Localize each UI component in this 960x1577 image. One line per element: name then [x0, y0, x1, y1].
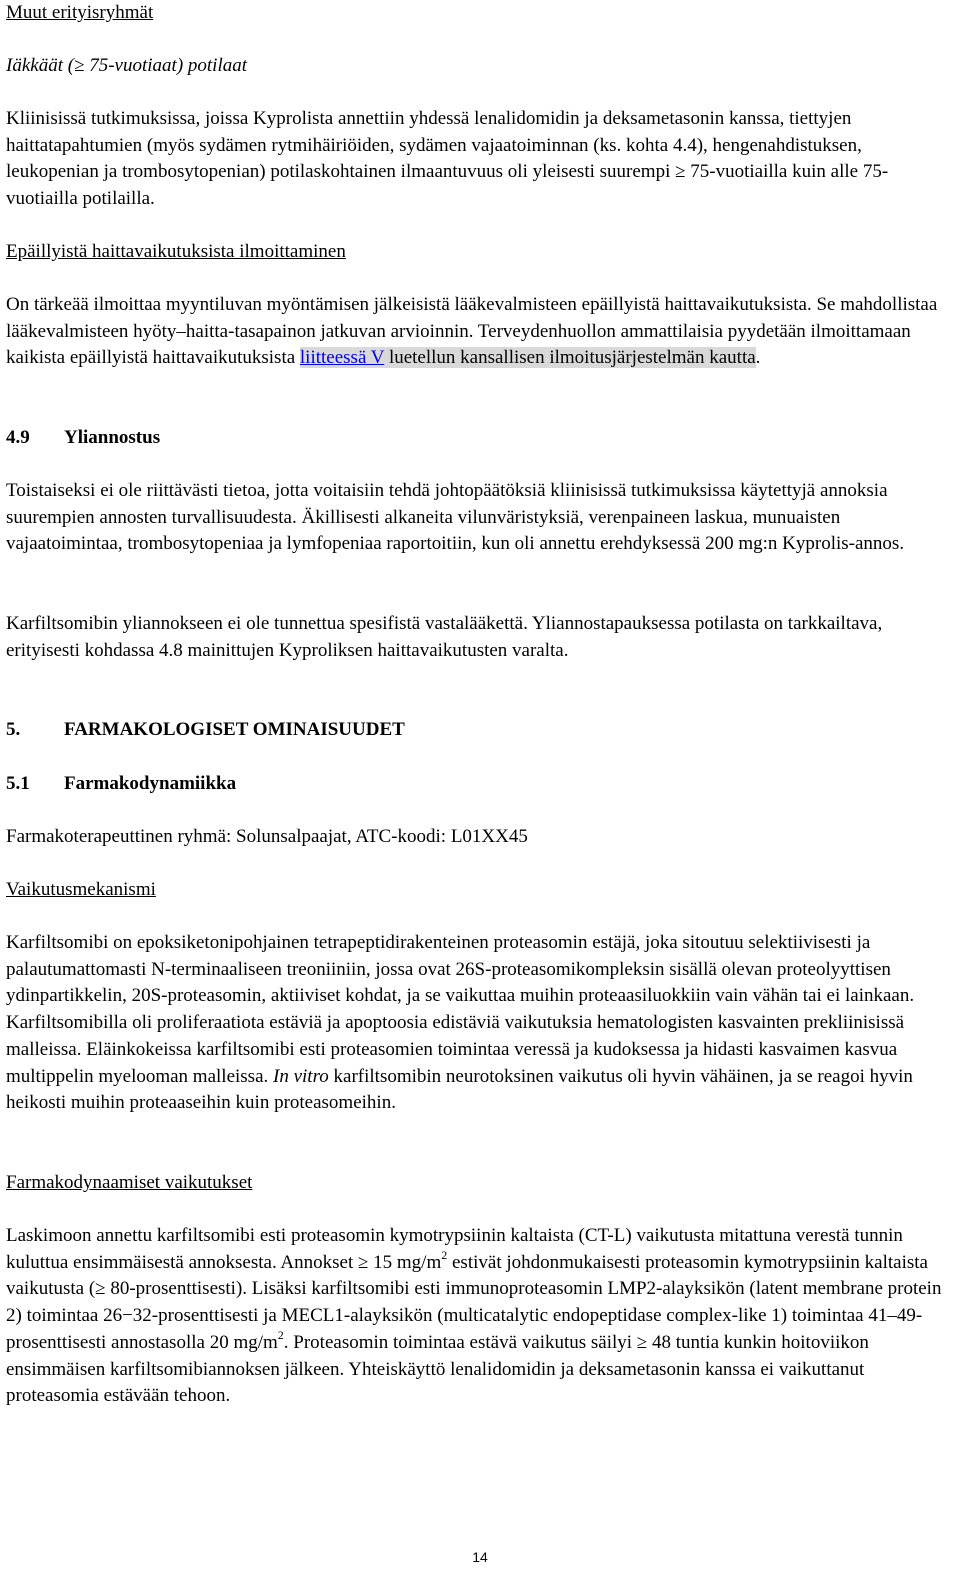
paragraph-pharmacotherapeutic-group: Farmakoterapeuttinen ryhmä: Solunsalpaajat, ATC-koodi: L01XX45: [6, 826, 528, 847]
page-number: 14: [472, 1549, 488, 1565]
pd-superscript-1: 2: [441, 1248, 448, 1263]
section-heading-other-groups: Muut erityisryhmät: [6, 2, 154, 23]
pd-text-3: . Proteasomin toimintaa estävä vaikutus säilyi ≥ 48 tuntia kunkin hoitoviikon ensimmäisen karfiltsomibiannoksen jälkeen. Yhteiskäyttö lenalidomidin ja deksametasonin kanssa ei vaikuttanut proteasomia estävään tehoon.: [6, 1331, 869, 1407]
section-heading-4-9: [6, 425, 954, 452]
paragraph-elderly: Kliinisissä tutkimuksissa, joissa Kyprolista annettiin yhdessä lenalidomidin ja deksametasonin kanssa, tiettyjen haittatapahtumien (myös sydämen rytmihäiriöiden, sydämen vajaatoiminnan (ks. kohta 4.4), hengenahdistuksen, leukopenian ja trombosytopenian) potilaskohtainen ilmaantuvuus oli yleisesti suurempi ≥ 75-vuotiailla kuin alle 75-vuotiailla potilailla.: [6, 108, 889, 210]
subheading-elderly: Iäkkäät (≥ 75-vuotiaat) potilaat: [6, 55, 248, 76]
reporting-text-end: .: [755, 347, 761, 369]
subheading-pharmacodynamic-effects: Farmakodynaamiset vaikutukset: [6, 1172, 253, 1193]
section-number-4-9: 4.9: [6, 427, 30, 448]
paragraph-overdose-1: Toistaiseksi ei ole riittävästi tietoa, jotta voitaisiin tehdä johtopäätöksiä kliinisissä tutkimuksissa käytettyjä annoksia suurempien annosten turvallisuudesta. Äkillisesti alkaneita vilunväristyksiä, verenpaineen laskua, munuaisten vajaatoimintaa, trombosytopeniaa ja lymfopeniaa raportoitiin, kun oli annettu erehdyksessä 200 mg:n Kyprolis-annos.: [6, 480, 905, 555]
mechanism-text-end: karfiltsomibin neurotoksinen vaikutus oli hyvin vähäinen, ja se reagoi hyvin heikosti muihin proteaaseihin kuin proteasomeihin.: [6, 1065, 913, 1114]
pd-text-2: estivät johdonmukaisesti proteasomin kymotrypsiinin kaltaista vaikutusta (≥ 80-prosenttisesti). Lisäksi karfiltsomibi esti immunoproteasomin LMP2-alayksikön (latent membrane protein 2) toimintaa 26−32-prosenttisesti ja MECL1-alayksikön (multicatalytic endopeptidase complex-like 1) toimintaa 41–49-prosenttisesti annostasolla 20 mg/m: [6, 1251, 942, 1353]
section-heading-5: [6, 717, 954, 744]
section-heading-reporting: Epäillyistä haittavaikutuksista ilmoittaminen: [6, 241, 346, 262]
reporting-highlight: [300, 347, 756, 368]
mechanism-italic: In vitro: [273, 1065, 329, 1087]
section-title-4-9: Yliannostus: [64, 427, 161, 448]
section-title-5-1: Farmakodynamiikka: [64, 773, 237, 794]
section-number-5: 5.: [6, 719, 21, 740]
pd-text-1: Laskimoon annettu karfiltsomibi esti proteasomin kymotrypsiinin kaltaista (CT-L) vaikutusta mitattuna verestä tunnin kuluttua ensimmäisestä annoksesta. Annokset ≥ 15 mg/m: [6, 1225, 903, 1273]
pd-superscript-2: 2: [277, 1328, 284, 1343]
section-title-5: FARMAKOLOGISET OMINAISUUDET: [64, 719, 405, 740]
annex-v-link[interactable]: liitteessä V: [299, 347, 385, 369]
paragraph-mechanism: [6, 930, 954, 1117]
paragraph-reporting: [6, 292, 954, 372]
section-number-5-1: 5.1: [6, 773, 30, 794]
reporting-text: On tärkeää ilmoittaa myyntiluvan myöntämisen jälkeisistä lääkevalmisteen epäillyistä haittavaikutuksista. Se mahdollistaa lääkevalmisteen hyöty–haitta-tasapainon jatkuvan arvioinnin. Terveydenhuollon ammattilaisia pyydetään ilmoittamaan kaikista epäillyistä haittavaikutuksista: [6, 294, 938, 369]
paragraph-overdose-2: Karfiltsomibin yliannokseen ei ole tunnettua spesifistä vastalääkettä. Yliannostapauksessa potilasta on tarkkailtava, erityisesti kohdassa 4.8 mainittujen Kyproliksen haittavaikutusten varalta.: [6, 613, 883, 661]
paragraph-pharmacodynamic-effects: [6, 1223, 954, 1410]
mechanism-text: Karfiltsomibi on epoksiketonipohjainen tetrapeptidirakenteinen proteasomin estäjä, joka sitoutuu selektiivisesti ja palautumattomasti N-terminaaliseen treoniiniin, jossa ovat 26S-proteasomikompleksin sisällä olevan proteolyyttisen ydinpartikkelin, 20S-proteasomin, aktiiviset kohdat, ja se vaikuttaa muihin proteaasiluokkiin vain vähän tai ei lainkaan. Karfiltsomibilla oli proliferaatiota estäviä ja apoptoosia edistäviä vaikutuksia hematologisten kasvainten prekliinisissä malleissa. Eläinkokeissa karfiltsomibi esti proteasomien toimintaa veressä ja kudoksessa ja hidasti kasvaimen kasvua multippelin myelooman malleissa.: [6, 932, 915, 1087]
section-heading-5-1: [6, 771, 954, 798]
reporting-text-after-link: luetellun kansallisen ilmoitusjärjestelmän kautta: [384, 347, 756, 369]
subheading-mechanism: Vaikutusmekanismi: [6, 879, 156, 900]
